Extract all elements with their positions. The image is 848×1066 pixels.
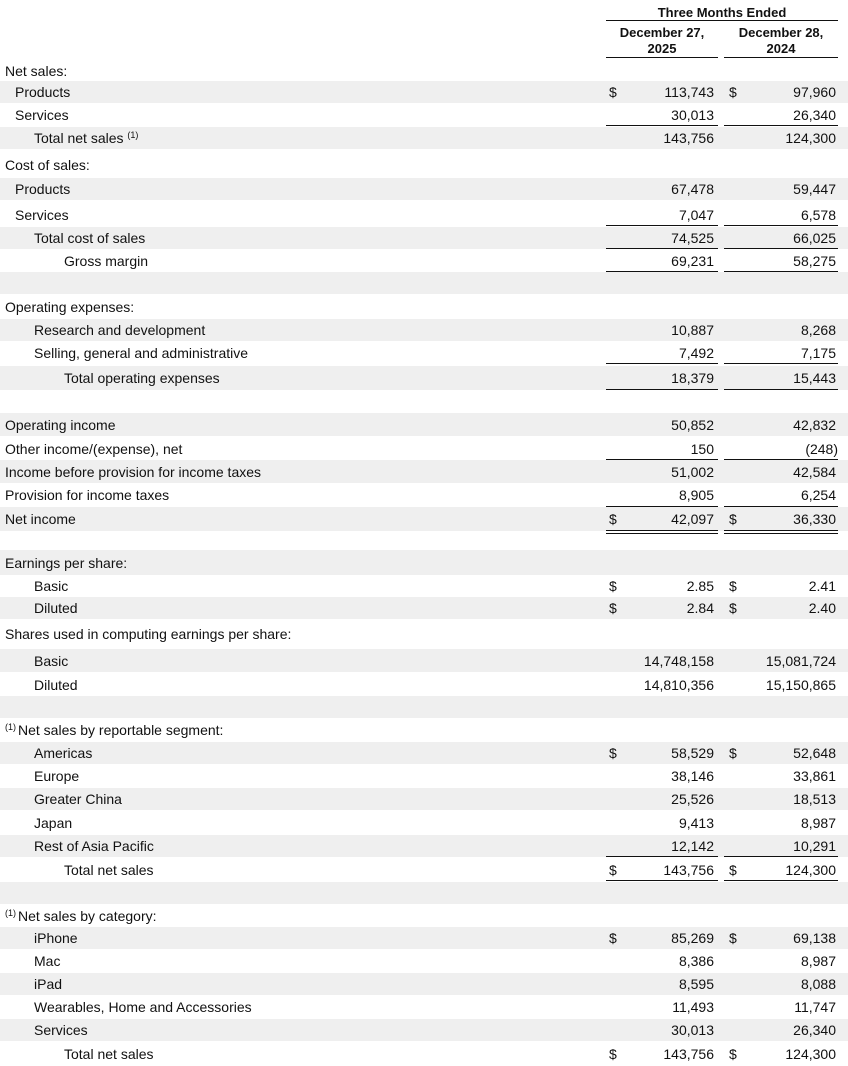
subtotal-rule-prior	[724, 363, 838, 364]
currency-symbol-prior: $	[729, 600, 737, 616]
value-prior-period: 11,747	[794, 999, 836, 1015]
statement-row-net-sales	[0, 62, 848, 80]
row-label-text: Total net sales	[64, 1046, 154, 1062]
currency-symbol-prior: $	[729, 84, 737, 100]
row-label	[64, 1046, 154, 1062]
currency-symbol-prior: $	[729, 511, 737, 527]
value-current-period: 2.85	[686, 578, 714, 594]
statement-row-basic	[0, 575, 848, 597]
row-label	[5, 511, 76, 527]
value-current-period: 18,379	[671, 370, 714, 386]
row-label	[34, 953, 60, 969]
row-label	[34, 345, 248, 361]
row-label	[15, 181, 70, 197]
value-current-period: 58,529	[671, 745, 714, 761]
row-label	[15, 207, 69, 223]
row-label-text: Diluted	[34, 600, 78, 616]
value-prior-period: 6,254	[800, 487, 836, 503]
value-current-period: 67,478	[671, 181, 714, 197]
currency-symbol-current: $	[609, 84, 617, 100]
row-label	[5, 487, 169, 503]
column-header-prior-date: December 28,	[738, 25, 824, 40]
statement-row-research-and-development	[0, 319, 848, 341]
row-label	[34, 838, 154, 854]
period-header-rule	[606, 20, 838, 21]
statement-row-spacer	[0, 696, 848, 718]
value-current-period: 42,097	[671, 511, 714, 527]
statement-row-products	[0, 81, 848, 103]
currency-symbol-prior: $	[729, 1046, 737, 1062]
value-current-period: 10,887	[671, 322, 714, 338]
currency-symbol-prior: $	[729, 578, 737, 594]
statement-row-total-net-sales	[0, 127, 848, 149]
subtotal-rule-current	[606, 363, 718, 364]
total-double-rule-current	[606, 880, 718, 881]
currency-symbol-current: $	[609, 600, 617, 616]
statement-row-provision-for-income-taxes	[0, 483, 848, 507]
subtotal-rule-prior	[724, 856, 838, 857]
statement-row-net-sales-by-reportable-segment	[0, 718, 848, 741]
row-label	[34, 322, 205, 338]
statement-row-products	[0, 178, 848, 200]
statement-row-earnings-per-share	[0, 550, 848, 575]
statement-row-shares-used-in-computing-earnings-per-share	[0, 622, 848, 646]
currency-symbol-current: $	[609, 511, 617, 527]
row-label	[64, 862, 154, 878]
row-label-text: Net sales by reportable segment:	[18, 721, 224, 738]
row-label-text: Wearables, Home and Accessories	[34, 999, 252, 1015]
value-prior-period: 36,330	[793, 511, 836, 527]
statement-row-spacer	[0, 272, 848, 294]
row-label	[5, 417, 116, 433]
statement-row-services	[0, 1019, 848, 1041]
value-prior-period: 10,291	[793, 838, 836, 854]
row-label-text: Provision for income taxes	[5, 487, 170, 503]
row-label	[5, 63, 67, 79]
row-label-text: Operating expenses:	[5, 299, 135, 315]
currency-symbol-current: $	[609, 861, 617, 878]
row-label	[34, 745, 92, 761]
statement-row-total-net-sales	[0, 1043, 848, 1065]
statement-row-europe	[0, 765, 848, 787]
statement-row-ipad	[0, 973, 848, 995]
value-prior-period: 7,175	[800, 345, 836, 361]
row-label-text: Diluted	[34, 676, 78, 693]
value-prior-period: 59,447	[793, 181, 836, 197]
value-prior-period: 26,340	[793, 1022, 836, 1038]
row-label	[34, 976, 62, 992]
column-header-rule-prior	[724, 57, 838, 58]
value-current-period: 143,756	[663, 861, 714, 878]
row-label-text: Basic	[34, 652, 69, 669]
total-double-rule-current	[606, 530, 718, 531]
row-label-text: Products	[15, 181, 71, 197]
value-current-period: 14,748,158	[643, 652, 714, 669]
row-label-text: Cost of sales:	[5, 156, 90, 173]
currency-symbol-current: $	[609, 578, 617, 594]
column-header-prior-year: 2024	[766, 41, 796, 56]
value-current-period: 143,756	[663, 1046, 714, 1062]
footnote-marker: (1)	[5, 907, 16, 918]
value-prior-period: 8,268	[800, 322, 836, 338]
statement-row-total-cost-of-sales	[0, 227, 848, 249]
statement-row-services	[0, 104, 848, 126]
value-current-period: 30,013	[671, 1022, 714, 1038]
value-current-period: 74,525	[671, 230, 714, 246]
row-label	[34, 791, 122, 807]
value-current-period: 14,810,356	[643, 676, 714, 693]
statement-row-greater-china	[0, 788, 848, 810]
value-current-period: 9,413	[678, 815, 714, 831]
row-label	[5, 157, 90, 173]
value-prior-period: 42,832	[793, 416, 836, 433]
row-label	[34, 230, 145, 246]
value-prior-period: 15,443	[793, 370, 836, 386]
row-label	[34, 653, 68, 669]
currency-symbol-current: $	[609, 1046, 617, 1062]
value-prior-period: 8,088	[800, 976, 836, 992]
value-prior-period: 15,150,865	[765, 676, 836, 693]
footnote-marker: (1)	[127, 130, 139, 140]
value-current-period: 8,905	[678, 487, 714, 503]
total-double-rule-prior	[724, 880, 838, 881]
statement-row-japan	[0, 812, 848, 834]
row-label-text: Products	[15, 84, 71, 100]
value-prior-period: 33,861	[793, 768, 836, 784]
statement-row-basic	[0, 649, 848, 672]
value-prior-period: (248)	[805, 440, 838, 457]
statement-row-operating-income	[0, 413, 848, 436]
row-label	[34, 768, 79, 784]
value-current-period: 50,852	[671, 416, 714, 433]
row-label-text: Shares used in computing earnings per share:	[5, 626, 292, 642]
row-label-text: Net sales:	[5, 63, 68, 79]
subtotal-rule-prior	[724, 125, 838, 126]
currency-symbol-prior: $	[729, 745, 737, 761]
row-label-text: Mac	[34, 953, 61, 969]
row-label-text: Gross margin	[64, 253, 149, 269]
period-header: Three Months Ended	[657, 5, 787, 20]
value-prior-period: 124,300	[785, 861, 836, 878]
subtotal-rule-current	[606, 856, 718, 857]
statement-row-spacer	[0, 390, 848, 410]
row-label-text: Total operating expenses	[64, 370, 220, 386]
column-header-current-date: December 27,	[619, 25, 705, 40]
row-label-text: Services	[15, 207, 69, 223]
row-label	[5, 555, 127, 571]
statement-row-net-sales-by-category	[0, 904, 848, 927]
column-header-current	[606, 25, 718, 57]
value-current-period: 51,002	[671, 463, 714, 480]
row-label	[5, 299, 134, 315]
statement-row-cost-of-sales	[0, 152, 848, 177]
value-current-period: 2.84	[686, 600, 714, 616]
statement-row-mac	[0, 950, 848, 972]
statement-row-services	[0, 204, 848, 226]
row-label-text: Basic	[34, 578, 69, 594]
footnote-marker: (1)	[5, 721, 16, 732]
statement-row-selling-general-and-administrative	[0, 342, 848, 364]
row-label-text: Services	[15, 107, 69, 123]
column-header-current-year: 2025	[647, 41, 677, 56]
value-current-period: 30,013	[671, 107, 714, 123]
value-current-period: 11,493	[672, 999, 714, 1015]
value-current-period: 113,743	[664, 84, 714, 100]
statement-row-iphone	[0, 927, 848, 949]
row-label	[5, 441, 182, 457]
row-label	[5, 464, 261, 480]
statement-row-total-operating-expenses	[0, 366, 848, 390]
row-label-text: Japan	[34, 815, 73, 831]
row-label-text: Earnings per share:	[5, 554, 128, 571]
column-header-rule-current	[606, 57, 718, 58]
statement-row-net-income	[0, 507, 848, 531]
statement-row-operating-expenses	[0, 296, 848, 318]
subtotal-rule-current	[606, 125, 718, 126]
subtotal-rule-current	[606, 225, 718, 226]
statement-row-diluted	[0, 673, 848, 696]
statement-row-other-income-expense-net	[0, 437, 848, 460]
value-prior-period: 42,584	[793, 463, 836, 480]
currency-symbol-prior: $	[729, 930, 737, 946]
statement-row-rest-of-asia-pacific	[0, 835, 848, 857]
value-current-period: 143,756	[663, 130, 714, 146]
row-label	[5, 908, 157, 924]
value-prior-period: 2.40	[808, 600, 836, 616]
currency-symbol-current: $	[609, 745, 617, 761]
row-label	[34, 578, 68, 594]
value-current-period: 8,386	[678, 953, 714, 969]
row-label-text: Services	[34, 1022, 88, 1038]
row-label	[5, 626, 291, 642]
statement-row-wearables-home-and-accessories	[0, 996, 848, 1018]
row-label	[34, 677, 78, 693]
statement-row-income-before-provision-for-income-taxes	[0, 460, 848, 483]
column-header-prior	[724, 25, 838, 57]
value-current-period: 25,526	[671, 791, 714, 807]
value-current-period: 12,142	[671, 838, 714, 854]
statement-row-gross-margin	[0, 250, 848, 272]
statement-row-americas	[0, 742, 848, 764]
value-prior-period: 52,648	[793, 745, 836, 761]
value-prior-period: 66,025	[793, 230, 836, 246]
value-current-period: 8,595	[678, 976, 714, 992]
currency-symbol-prior: $	[729, 861, 737, 878]
subtotal-rule-prior	[724, 248, 838, 249]
row-label	[34, 999, 252, 1015]
value-current-period: 7,492	[678, 345, 714, 361]
row-label-text: Net income	[5, 511, 76, 527]
row-label-text: Net sales by category:	[18, 907, 157, 924]
value-current-period: 7,047	[678, 207, 714, 223]
value-prior-period: 2.41	[808, 578, 836, 594]
row-label-text: Rest of Asia Pacific	[34, 838, 154, 854]
row-label	[64, 370, 220, 386]
row-label	[34, 815, 72, 831]
value-prior-period: 124,300	[785, 1046, 836, 1062]
row-label	[34, 600, 78, 616]
row-label-text: Income before provision for income taxes	[5, 463, 262, 480]
row-label	[15, 107, 69, 123]
row-label-text: Total net sales	[64, 861, 154, 878]
value-current-period: 150	[690, 440, 714, 457]
value-prior-period: 15,081,724	[765, 652, 836, 669]
row-label	[34, 1022, 88, 1038]
row-label	[34, 930, 78, 946]
value-prior-period: 18,513	[793, 791, 836, 807]
subtotal-rule-current	[606, 248, 718, 249]
value-prior-period: 26,340	[793, 107, 836, 123]
value-prior-period: 8,987	[800, 815, 836, 831]
value-current-period: 69,231	[671, 253, 714, 269]
value-prior-period: 6,578	[800, 207, 836, 223]
row-label-text: Other income/(expense), net	[5, 440, 183, 457]
row-label-text: Total net sales	[34, 130, 124, 146]
total-double-rule-prior	[724, 530, 838, 531]
row-label	[5, 722, 223, 738]
row-label-text: Greater China	[34, 791, 122, 807]
subtotal-rule-prior	[724, 225, 838, 226]
row-label-text: Americas	[34, 745, 93, 761]
row-label-text: iPhone	[34, 930, 78, 946]
row-label	[34, 130, 138, 146]
row-label-text: Selling, general and administrative	[34, 345, 249, 361]
value-current-period: 38,146	[671, 768, 714, 784]
row-label	[15, 84, 70, 100]
statement-row-spacer	[0, 882, 848, 904]
value-prior-period: 97,960	[793, 84, 836, 100]
row-label	[64, 253, 148, 269]
row-label-text: Operating income	[5, 416, 116, 433]
row-label-text: Research and development	[34, 322, 206, 338]
row-label-text: Europe	[34, 768, 80, 784]
value-prior-period: 58,275	[793, 253, 836, 269]
value-current-period: 85,269	[671, 930, 714, 946]
row-label-text: Total cost of sales	[34, 230, 146, 246]
value-prior-period: 124,300	[785, 130, 836, 146]
value-prior-period: 69,138	[793, 930, 836, 946]
statement-row-total-net-sales	[0, 858, 848, 881]
statement-row-spacer	[0, 533, 848, 549]
statement-row-diluted	[0, 597, 848, 619]
row-label-text: iPad	[34, 976, 63, 992]
currency-symbol-current: $	[609, 930, 617, 946]
value-prior-period: 8,987	[800, 953, 836, 969]
